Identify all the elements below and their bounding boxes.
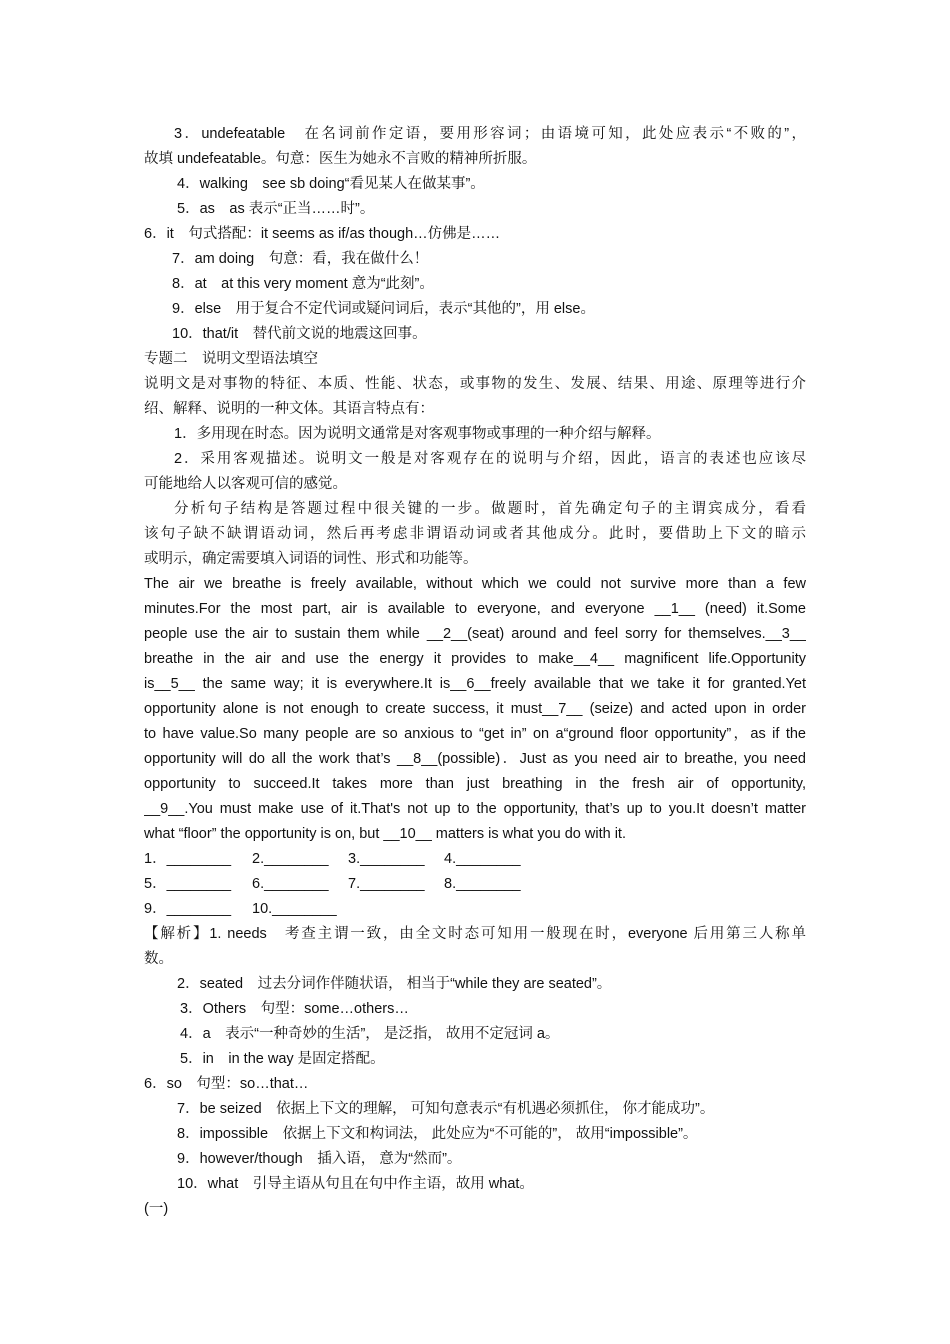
analysis-answer-1: 【解析】1. needs 考查主谓一致，由全文时态可知用一般现在时，everyone 后用第三人称单: [144, 926, 806, 942]
passage-line: to have value.So many people are so anxious to “get in” on a“ground floor opportunity”，as if the: [144, 726, 806, 742]
answer-line-5: 5．as as 表示“正当……时”。: [177, 201, 375, 217]
passage-line: is__5__ the same way; it is everywhere.It is__6__freely available that we take it for granted.Yet: [144, 676, 806, 692]
feature-2-cont: 可能地给人以客观可信的感觉。: [144, 476, 347, 492]
section-marker: (一): [144, 1201, 169, 1217]
blank-row: [144, 847, 806, 872]
analysis-line: 该句子缺不缺谓语动词，然后再考虑非谓语动词或者其他成分。此时，要借助上下文的暗示: [144, 526, 806, 542]
section-title: 专题二 说明文型语法填空: [144, 351, 318, 367]
answer-line-4: 4．walking see sb doing“看见某人在做某事”。: [177, 176, 485, 192]
answer-line-8: 8．at at this very moment 意为“此刻”。: [172, 276, 434, 292]
blank-row: [144, 872, 806, 897]
answer-line-3: 3．undefeatable 在名词前作定语，要用形容词；由语境可知，此处应表示“不败的”，: [174, 126, 806, 142]
document-body: [144, 122, 806, 1222]
answer-line-6: 6．it 句式搭配：it seems as if/as though…仿佛是……: [144, 226, 501, 242]
blank-row: [144, 897, 806, 922]
analysis-answer-10: 10．what 引导主语从句且在句中作主语，故用 what。: [177, 1176, 534, 1192]
analysis-line: 分析句子结构是答题过程中很关键的一步。做题时，首先确定句子的主谓宾成分，看看: [174, 501, 806, 517]
blank-3: 3.________: [348, 851, 425, 867]
blank-5: 5．________: [144, 876, 232, 892]
passage-line: opportunity to succeed.It takes more than just breathing in the fresh air of opportunity,: [144, 776, 806, 792]
blank-4: 4.________: [444, 851, 521, 867]
answer-line-3-cont: 故填 undefeatable。句意：医生为她永不言败的精神所折服。: [144, 151, 537, 167]
blank-2: 2.________: [252, 851, 329, 867]
answer-line-10: 10．that/it 替代前文说的地震这回事。: [172, 326, 427, 342]
analysis-answer-2: 2．seated 过去分词作伴随状语， 相当于“while they are seated”。: [177, 976, 612, 992]
answer-line-7: 7．am doing 句意：看，我在做什么！: [172, 251, 429, 267]
passage-line: breathe in the air and use the energy it provides to make__4__ magnificent life.Opportunity: [144, 651, 806, 667]
analysis-answer-3: 3．Others 句型：some…others…: [180, 1001, 409, 1017]
intro-line: 绍、解释、说明的一种文体。其语言特点有：: [144, 401, 434, 417]
analysis-answer-5: 5．in in the way 是固定搭配。: [180, 1051, 385, 1067]
analysis-line: 或明示，确定需要填入词语的词性、形式和功能等。: [144, 551, 478, 567]
blank-1: 1．________: [144, 851, 232, 867]
passage-line: opportunity alone is not enough to create success, it must__7__ (seize) and acted upon in order: [144, 701, 806, 717]
passage-line: what “floor” the opportunity is on, but __10__ matters is what you do with it.: [144, 826, 626, 842]
answer-line-9: 9．else 用于复合不定代词或疑问词后，表示“其他的”，用 else。: [172, 301, 595, 317]
blank-9: 9．________: [144, 901, 232, 917]
passage-line: people use the air to sustain them while __2__(seat) around and feel sorry for themselves.__3__: [144, 626, 806, 642]
passage-line: __9__.You must make use of it.That's not up to the opportunity, that’s up to you.It doesn’t matter: [144, 801, 806, 817]
blank-7: 7.________: [348, 876, 425, 892]
passage-line: opportunity will do all the work that’s __8__(possible)．Just as you need air to breathe, you need: [144, 751, 806, 767]
analysis-answer-9: 9．however/though 插入语， 意为“然而”。: [177, 1151, 462, 1167]
analysis-answer-1-cont: 数。: [144, 951, 173, 967]
feature-1: 1．多用现在时态。因为说明文通常是对客观事物或事理的一种介绍与解释。: [174, 426, 661, 442]
blank-6: 6.________: [252, 876, 329, 892]
blank-10: 10.________: [252, 901, 337, 917]
feature-2: 2．采用客观描述。说明文一般是对客观存在的说明与介绍，因此，语言的表述也应该尽: [174, 451, 806, 467]
passage-line: The air we breathe is freely available, without which we could not survive more than a few: [144, 576, 806, 592]
analysis-answer-7: 7．be seized 依据上下文的理解， 可知句意表示“有机遇必须抓住， 你才能成功”。: [177, 1101, 715, 1117]
intro-line: 说明文是对事物的特征、本质、性能、状态，或事物的发生、发展、结果、用途、原理等进行介: [144, 376, 806, 392]
blank-8: 8.________: [444, 876, 521, 892]
analysis-answer-8: 8．impossible 依据上下文和构词法， 此处应为“不可能的”， 故用“impossible”。: [177, 1126, 698, 1142]
analysis-answer-6: 6．so 句型：so…that…: [144, 1076, 309, 1092]
passage-line: minutes.For the most part, air is available to everyone, and everyone __1__ (need) it.Some: [144, 601, 806, 617]
analysis-answer-4: 4．a 表示“一种奇妙的生活”， 是泛指， 故用不定冠词 a。: [180, 1026, 560, 1042]
